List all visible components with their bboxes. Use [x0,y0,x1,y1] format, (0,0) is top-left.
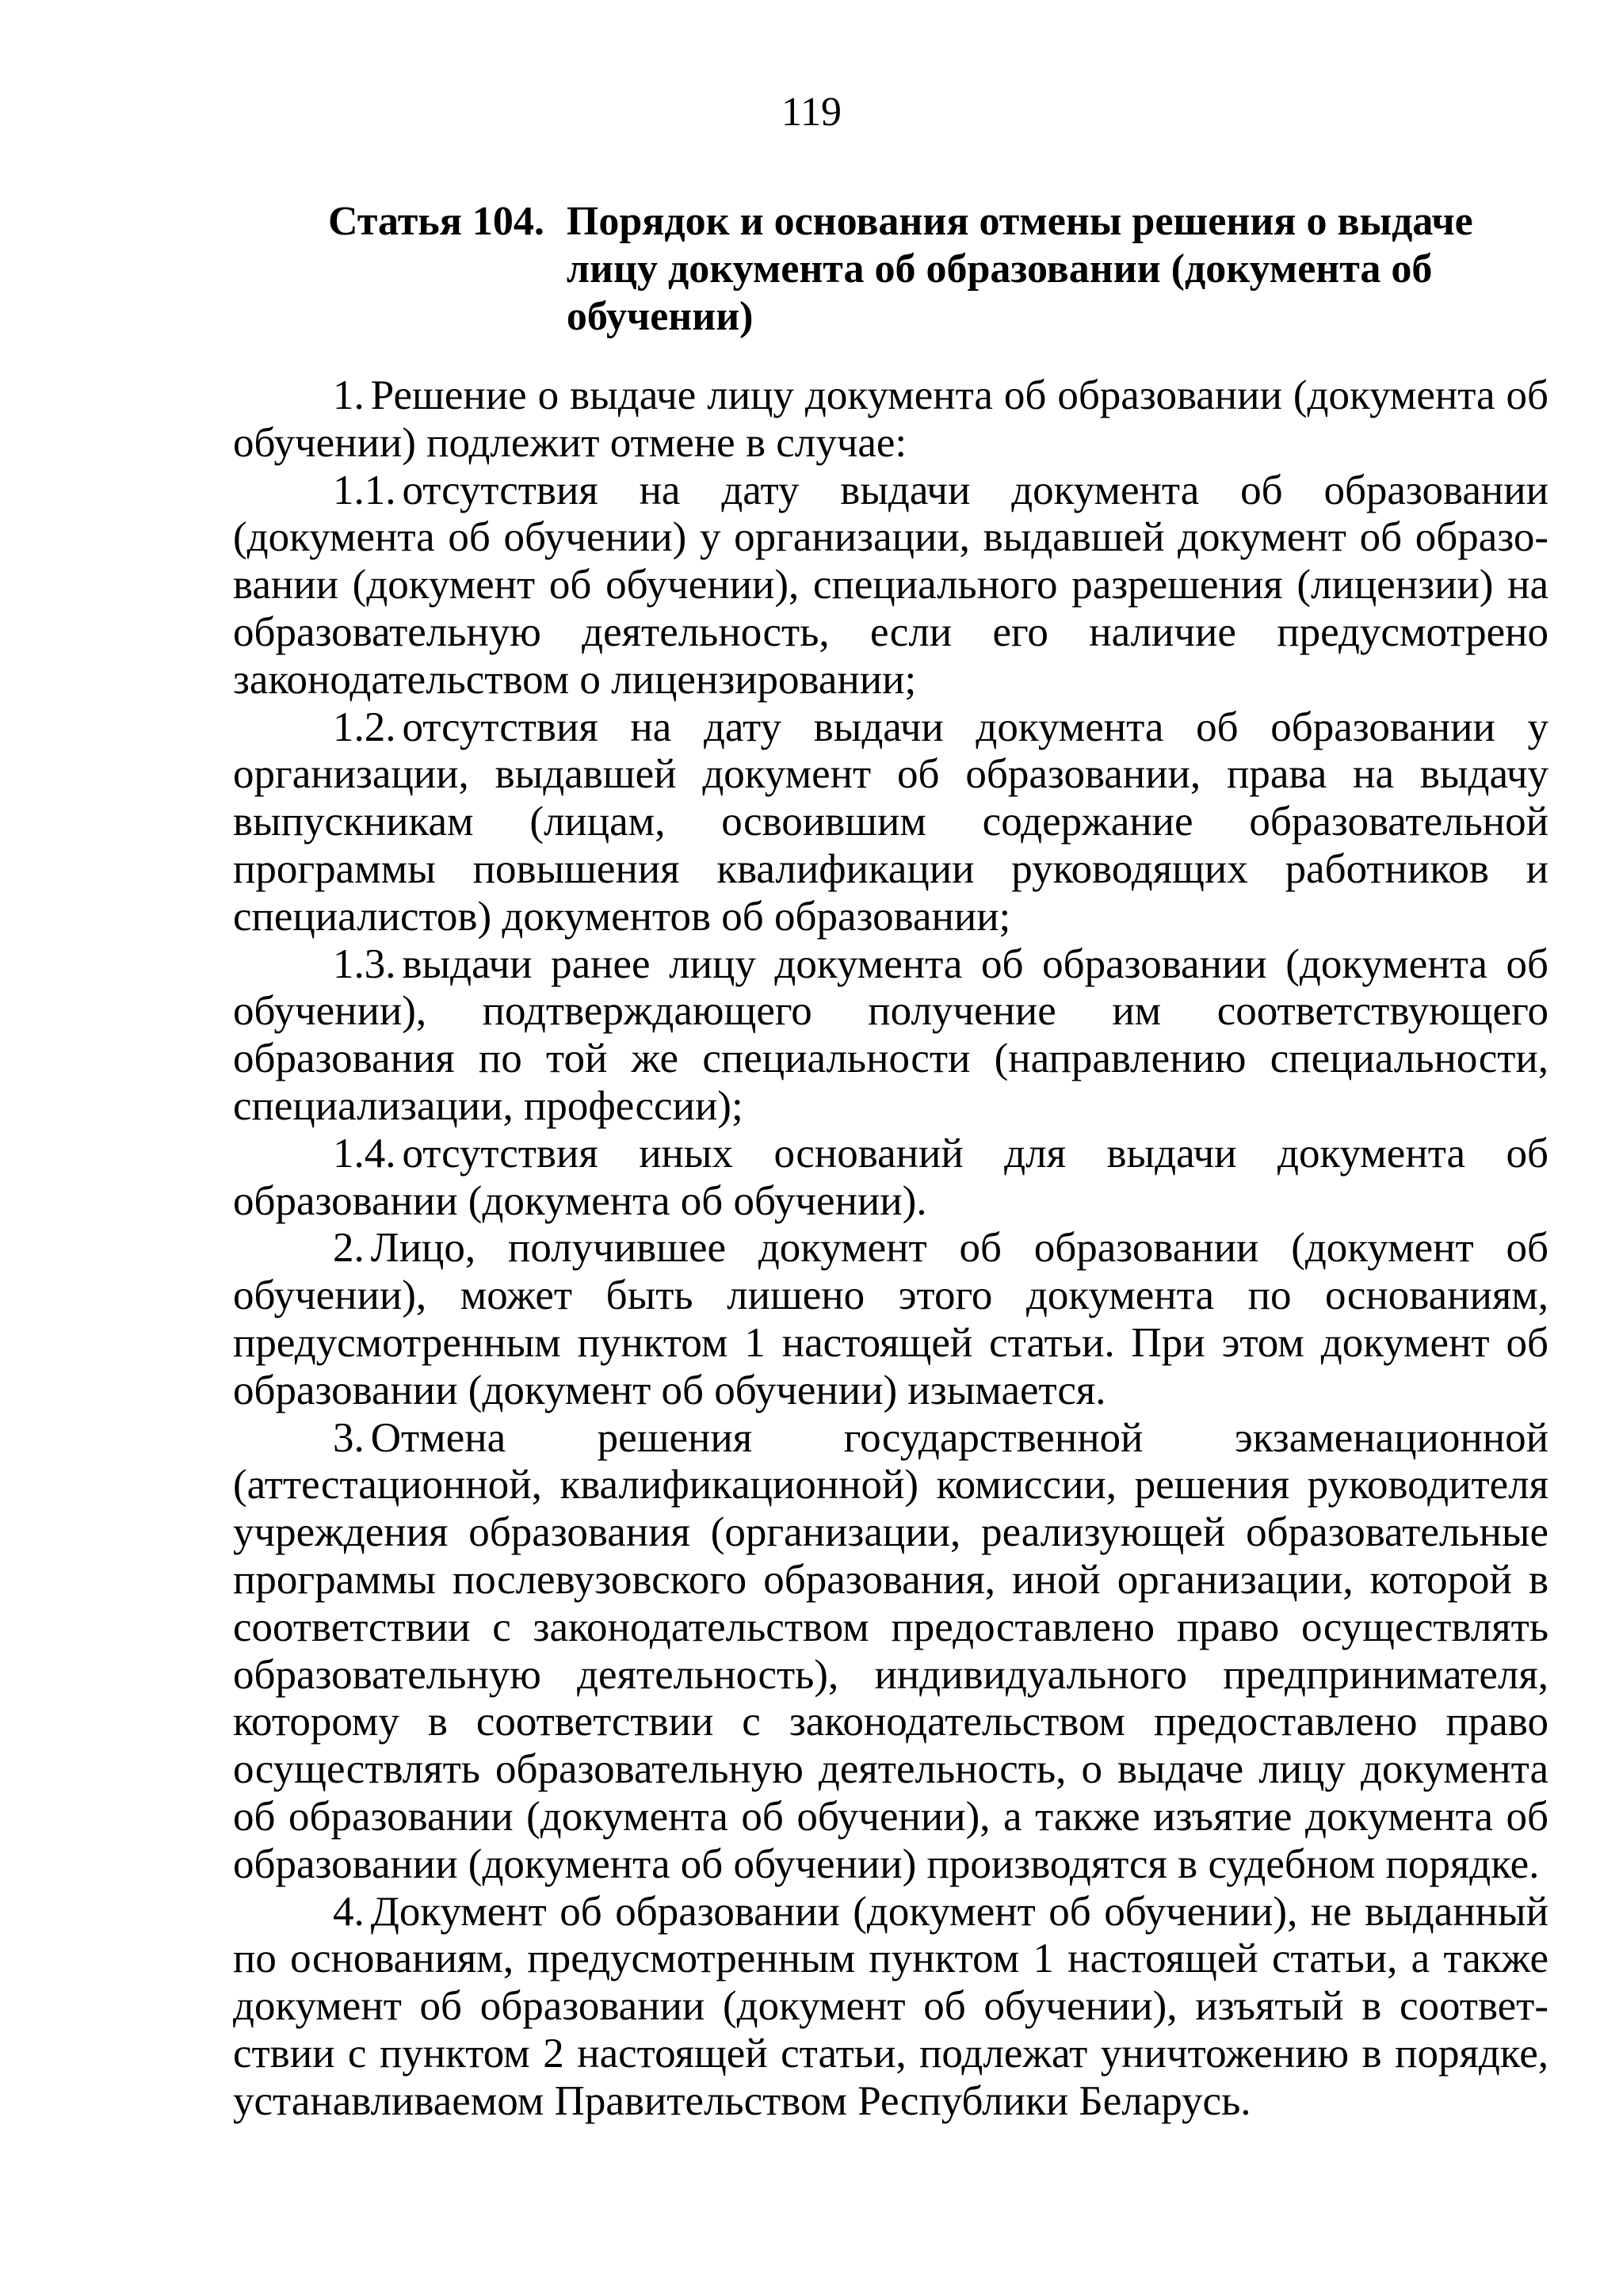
paragraph-text: Документ об образовании (документ об обучении), не выданный по основаниям, предусмотренным пунктом 1 настоящей статьи, а также документ об образовании (документ об обучении), изъятый в соответствии с пунктом 2 настоящей статьи, подлежат уничтожению в порядке, устанавливаемом Правительством Республики Беларусь. [233,1888,1549,2124]
paragraph-2 [233,1225,1549,1414]
article-title: Порядок и основания отмены решения о выдаче лицу документа об образовании (документа об обучении) [566,199,1473,339]
paragraph-text: выдачи ранее лицу документа об образовании (документа об обучении), подтверждающего получение им соответствующего образования по той же специальности (направлению специальности, специализации, профессии); [233,940,1549,1129]
paragraph-number: 3. [333,1414,365,1461]
paragraph-3 [233,1415,1549,1889]
paragraph-number: 2. [333,1225,365,1272]
paragraph-number: 1.4. [333,1130,396,1177]
paragraph-text: отсутствия иных оснований для выдачи документа об образовании (документа об обучении). [233,1130,1549,1224]
paragraph-text: отсутствия на дату выдачи документа об образовании у организации, выдавшей документ об образовании, права на выдачу выпускникам (лицам, освоившим содержание образовательной программы повышения квалификации руководящих работников и специалистов) документов об образовании; [233,704,1549,940]
paragraph-text: отсутствия на дату выдачи документа об образовании (документа об обучении) у организации, выдавшей документ об образовании (документ об обучении), специального разрешения (лицензии) на образовательную деятельность, если его наличие предусмотрено законодательством о лицензировании; [233,467,1549,703]
paragraph-1-3 [233,941,1549,1131]
paragraph-text: Отмена решения государственной экзаменационной (аттестационной, квалификационной) комиссии, решения руководителя учреждения образования (организации, реализующей образовательные программы послевузовского образования, иной организации, которой в соответствии с законодательством предоставлено право осуществлять образовательную деятельность), индивидуального предпринимателя, которому в соответствии с законодательством предоставлено право осуществлять образовательную деятельность, о выдаче лицу документа об образовании (документа об обучении), а также изъятие документа об образовании (документа об обучении) производятся в судебном порядке. [233,1414,1549,1887]
article-label: Статья 104. [328,199,544,244]
paragraph-number: 1. [333,372,365,418]
paragraph-number: 1.1. [333,467,396,513]
paragraph-1-2 [233,704,1549,941]
article-body [233,372,1549,2125]
paragraph-1-1 [233,467,1549,704]
page-number: 119 [781,90,842,135]
paragraph-text: Лицо, получившее документ об образовании (документ об обучении), может быть лишено этого документа по основаниям, предусмотренным пунктом 1 настоящей статьи. При этом документ об образовании (документ об обучении) изымается. [233,1225,1549,1413]
paragraph-text: Решение о выдаче лицу документа об образовании (документа об обучении) подлежит отмене в случае: [233,372,1549,466]
paragraph-4 [233,1889,1549,2126]
paragraph-number: 1.2. [333,704,396,750]
article-heading [328,198,1564,341]
paragraph-1 [233,372,1549,467]
paragraph-1-4 [233,1131,1549,1226]
paragraph-number: 4. [333,1888,365,1935]
paragraph-number: 1.3. [333,940,396,987]
